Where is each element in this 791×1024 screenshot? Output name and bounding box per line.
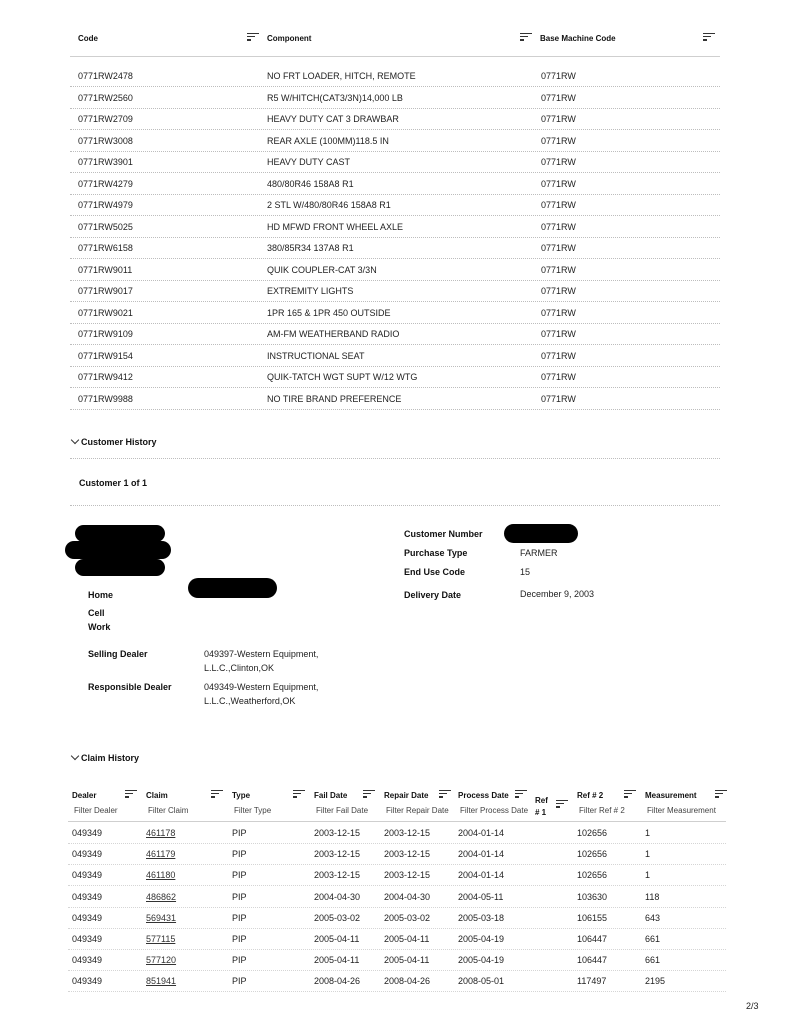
process-date-cell: 2004-01-14: [458, 870, 505, 881]
component-name-cell: QUIK-TATCH WGT SUPT W/12 WTG: [267, 372, 418, 382]
measurement-cell: 1: [645, 870, 651, 881]
claim-link[interactable]: 569431: [146, 912, 177, 923]
selling-dealer-label: Selling Dealer: [88, 649, 148, 659]
row-divider: [70, 387, 720, 388]
row-divider: [70, 237, 720, 238]
sort-icon[interactable]: [624, 790, 636, 799]
base-machine-code-cell: 0771RW: [541, 350, 576, 361]
chevron-down-icon[interactable]: [71, 436, 79, 444]
dealer-cell: 049349: [72, 828, 103, 838]
component-code-cell: 0771RW9109: [78, 329, 133, 339]
component-code-cell: 0771RW3008: [78, 135, 133, 146]
sort-icon[interactable]: [125, 790, 137, 799]
component-name-cell: HD MFWD FRONT WHEEL AXLE: [267, 221, 404, 232]
row-divider: [70, 172, 720, 173]
component-code-cell: 0771RW2478: [78, 71, 133, 81]
fail-date-cell: 2005-04-11: [314, 934, 360, 944]
column-header-ref1: # 1: [535, 808, 547, 817]
measurement-cell: 2195: [645, 976, 666, 987]
row-divider: [70, 323, 720, 324]
type-cell: PIP: [232, 955, 247, 966]
repair-date-cell: 2003-12-15: [384, 849, 431, 860]
base-machine-code-cell: 0771RW: [541, 200, 576, 210]
row-divider: [70, 301, 720, 302]
filter-measurement-input[interactable]: Filter Measurement: [647, 806, 716, 815]
sort-icon[interactable]: [247, 33, 259, 42]
base-machine-code-cell: 0771RW: [541, 243, 576, 253]
claim-link[interactable]: 461180: [146, 870, 176, 881]
component-name-cell: 1PR 165 & 1PR 450 OUTSIDE: [267, 307, 391, 318]
component-code-cell: 0771RW2560: [78, 92, 133, 103]
sort-icon[interactable]: [439, 790, 451, 799]
end-use-code-value: 15: [520, 567, 531, 577]
fail-date-cell: 2008-04-26: [314, 976, 361, 987]
row-divider: [70, 151, 720, 152]
component-name-cell: REAR AXLE (100MM)118.5 IN: [267, 135, 389, 146]
redacted-customer-number: [504, 524, 578, 543]
row-divider: [68, 949, 726, 950]
row-divider: [68, 885, 726, 886]
column-header-fail-date: Fail Date: [314, 791, 348, 800]
component-code-cell: 0771RW9412: [78, 372, 133, 382]
dealer-cell: 049349: [72, 912, 103, 923]
ref2-cell: 117497: [577, 976, 607, 987]
fail-date-cell: 2004-04-30: [314, 891, 361, 902]
redacted-name-block: [75, 559, 165, 576]
repair-date-cell: 2005-04-11: [384, 934, 430, 944]
sort-icon[interactable]: [515, 790, 527, 799]
column-header-process-date: Process Date: [458, 791, 509, 800]
filter-claim-input[interactable]: Filter Claim: [148, 806, 189, 815]
component-name-cell: 2 STL W/480/80R46 158A8 R1: [267, 200, 391, 210]
process-date-cell: 2004-05-11: [458, 891, 504, 902]
ref2-cell: 103630: [577, 891, 608, 902]
dealer-cell: 049349: [72, 934, 103, 944]
component-code-cell: 0771RW9021: [78, 307, 133, 318]
column-header-type: Type: [232, 791, 251, 800]
component-code-cell: 0771RW3901: [78, 157, 133, 167]
sort-icon[interactable]: [703, 33, 715, 42]
column-header-claim: Claim: [146, 791, 168, 800]
base-machine-code-cell: 0771RW: [541, 329, 576, 339]
process-date-cell: 2004-01-14: [458, 849, 505, 860]
row-divider: [70, 280, 720, 281]
filter-dealer-input[interactable]: Filter Dealer: [74, 806, 118, 815]
process-date-cell: 2004-01-14: [458, 828, 505, 838]
component-name-cell: NO TIRE BRAND PREFERENCE: [267, 393, 402, 404]
component-code-cell: 0771RW9154: [78, 350, 133, 361]
sort-icon[interactable]: [520, 33, 532, 42]
claim-link[interactable]: 577120: [146, 955, 177, 966]
redacted-phone: [188, 578, 277, 598]
repair-date-cell: 2008-04-26: [384, 976, 431, 987]
base-machine-code-cell: 0771RW: [541, 221, 576, 232]
component-code-cell: 0771RW6158: [78, 243, 133, 253]
row-divider: [70, 258, 720, 259]
measurement-cell: 643: [645, 912, 661, 923]
row-divider: [70, 215, 720, 216]
selling-dealer-value: 049397-Western Equipment,: [204, 649, 319, 659]
chevron-down-icon[interactable]: [71, 752, 79, 760]
column-header-repair-date: Repair Date: [384, 791, 429, 800]
fail-date-cell: 2003-12-15: [314, 828, 361, 838]
delivery-date-value: December 9, 2003: [520, 589, 595, 599]
component-name-cell: HEAVY DUTY CAST: [267, 157, 351, 167]
redacted-name-block: [65, 541, 171, 559]
dealer-cell: 049349: [72, 891, 103, 902]
component-name-cell: HEAVY DUTY CAT 3 DRAWBAR: [267, 114, 399, 124]
home-phone-label: Home: [88, 590, 114, 600]
component-code-cell: 0771RW2709: [78, 114, 133, 124]
component-name-cell: INSTRUCTIONAL SEAT: [267, 350, 365, 361]
sort-icon[interactable]: [293, 790, 305, 799]
base-machine-code-cell: 0771RW: [541, 92, 576, 103]
component-name-cell: QUIK COUPLER-CAT 3/3N: [267, 264, 377, 275]
type-cell: PIP: [232, 976, 247, 987]
dealer-cell: 049349: [72, 849, 103, 860]
claim-link[interactable]: 577115: [146, 934, 176, 944]
sort-icon[interactable]: [715, 790, 727, 799]
claim-link[interactable]: 851941: [146, 976, 177, 987]
ref2-cell: 106447: [577, 934, 608, 944]
process-date-cell: 2005-03-18: [458, 912, 505, 923]
filter-fail-date-input[interactable]: Filter Fail Date: [316, 806, 369, 815]
responsible-dealer-label: Responsible Dealer: [88, 682, 172, 692]
column-header-dealer: Dealer: [72, 791, 97, 800]
dealer-cell: 049349: [72, 976, 103, 987]
base-machine-code-cell: 0771RW: [541, 393, 576, 404]
row-divider: [70, 194, 720, 195]
cell-phone-label: Cell: [88, 608, 105, 618]
base-machine-code-cell: 0771RW: [541, 372, 576, 382]
ref2-cell: 106447: [577, 955, 608, 966]
claim-link[interactable]: 486862: [146, 891, 177, 902]
sort-icon[interactable]: [363, 790, 375, 799]
fail-date-cell: 2005-04-11: [314, 955, 360, 966]
component-code-cell: 0771RW4279: [78, 178, 133, 189]
process-date-cell: 2005-04-19: [458, 934, 505, 944]
filter-repair-date-input[interactable]: Filter Repair Date: [386, 806, 449, 815]
component-code-cell: 0771RW4979: [78, 200, 133, 210]
ref2-cell: 102656: [577, 870, 608, 881]
selling-dealer-value: L.L.C.,Clinton,OK: [204, 663, 275, 673]
column-header-code: Code: [78, 34, 98, 43]
type-cell: PIP: [232, 870, 247, 881]
column-header-ref2: Ref # 2: [577, 791, 604, 800]
type-cell: PIP: [232, 849, 247, 860]
claim-history-title[interactable]: Claim History: [81, 753, 140, 763]
ref2-cell: 106155: [577, 912, 608, 923]
process-date-cell: 2005-04-19: [458, 955, 505, 966]
dealer-cell: 049349: [72, 955, 103, 966]
type-cell: PIP: [232, 891, 247, 902]
component-name-cell: 480/80R46 158A8 R1: [267, 178, 354, 189]
responsible-dealer-value: L.L.C.,Weatherford,OK: [204, 696, 296, 706]
delivery-date-label: Delivery Date: [404, 590, 462, 600]
measurement-cell: 661: [645, 934, 661, 944]
base-machine-code-cell: 0771RW: [541, 157, 576, 167]
repair-date-cell: 2004-04-30: [384, 891, 431, 902]
component-code-cell: 0771RW9988: [78, 393, 133, 404]
repair-date-cell: 2005-04-11: [384, 955, 430, 966]
row-divider: [70, 366, 720, 367]
row-divider: [68, 970, 726, 971]
base-machine-code-cell: 0771RW: [541, 135, 576, 146]
column-header-component: Component: [267, 34, 312, 43]
end-use-code-label: End Use Code: [404, 567, 466, 577]
component-name-cell: EXTREMITY LIGHTS: [267, 286, 354, 296]
customer-history-title[interactable]: Customer History: [81, 437, 157, 447]
base-machine-code-cell: 0771RW: [541, 114, 576, 124]
fail-date-cell: 2003-12-15: [314, 849, 361, 860]
row-divider: [68, 907, 726, 908]
base-machine-code-cell: 0771RW: [541, 178, 576, 189]
page-number: 2/3: [746, 1001, 759, 1011]
work-phone-label: Work: [88, 622, 111, 632]
measurement-cell: 1: [645, 849, 651, 860]
process-date-cell: 2008-05-01: [458, 976, 505, 987]
row-divider: [70, 344, 720, 345]
customer-number-label: Customer Number: [404, 529, 483, 539]
customer-counter: Customer 1 of 1: [79, 478, 148, 488]
base-machine-code-cell: 0771RW: [541, 264, 576, 275]
type-cell: PIP: [232, 912, 247, 923]
row-divider: [68, 991, 726, 992]
column-header-ref1: Ref: [535, 796, 548, 805]
ref2-cell: 102656: [577, 828, 608, 838]
measurement-cell: 1: [645, 828, 651, 838]
purchase-type-value: FARMER: [520, 548, 558, 558]
repair-date-cell: 2003-12-15: [384, 870, 431, 881]
row-divider: [70, 108, 720, 109]
dealer-cell: 049349: [72, 870, 103, 881]
redacted-name-block: [75, 525, 165, 542]
claim-link[interactable]: 461179: [146, 849, 176, 860]
claim-link[interactable]: 461178: [146, 828, 176, 838]
component-code-cell: 0771RW5025: [78, 221, 133, 232]
row-divider: [68, 928, 726, 929]
component-code-cell: 0771RW9011: [78, 264, 133, 275]
row-divider: [70, 86, 720, 87]
column-header-base-machine-code: Base Machine Code: [540, 34, 616, 43]
sort-icon[interactable]: [211, 790, 223, 799]
base-machine-code-cell: 0771RW: [541, 307, 576, 318]
component-name-cell: 380/85R34 137A8 R1: [267, 243, 354, 253]
filter-ref2-input[interactable]: Filter Ref # 2: [579, 806, 625, 815]
row-divider: [70, 129, 720, 130]
ref2-cell: 102656: [577, 849, 608, 860]
responsible-dealer-value: 049349-Western Equipment,: [204, 682, 319, 692]
column-header-measurement: Measurement: [645, 791, 697, 800]
component-name-cell: R5 W/HITCH(CAT3/3N)14,000 LB: [267, 92, 403, 103]
row-divider: [68, 843, 726, 844]
type-cell: PIP: [232, 828, 247, 838]
fail-date-cell: 2003-12-15: [314, 870, 361, 881]
base-machine-code-cell: 0771RW: [541, 286, 576, 296]
fail-date-cell: 2005-03-02: [314, 912, 361, 923]
component-code-cell: 0771RW9017: [78, 286, 133, 296]
component-name-cell: NO FRT LOADER, HITCH, REMOTE: [267, 71, 416, 81]
filter-type-input[interactable]: Filter Type: [234, 806, 272, 815]
component-name-cell: AM-FM WEATHERBAND RADIO: [267, 329, 400, 339]
repair-date-cell: 2005-03-02: [384, 912, 431, 923]
repair-date-cell: 2003-12-15: [384, 828, 431, 838]
base-machine-code-cell: 0771RW: [541, 71, 576, 81]
row-divider: [68, 864, 726, 865]
measurement-cell: 661: [645, 955, 661, 966]
type-cell: PIP: [232, 934, 247, 944]
purchase-type-label: Purchase Type: [404, 548, 468, 558]
filter-process-date-input[interactable]: Filter Process Date: [460, 806, 528, 815]
measurement-cell: 118: [645, 891, 660, 902]
row-divider: [70, 409, 720, 410]
sort-icon[interactable]: [556, 800, 568, 809]
